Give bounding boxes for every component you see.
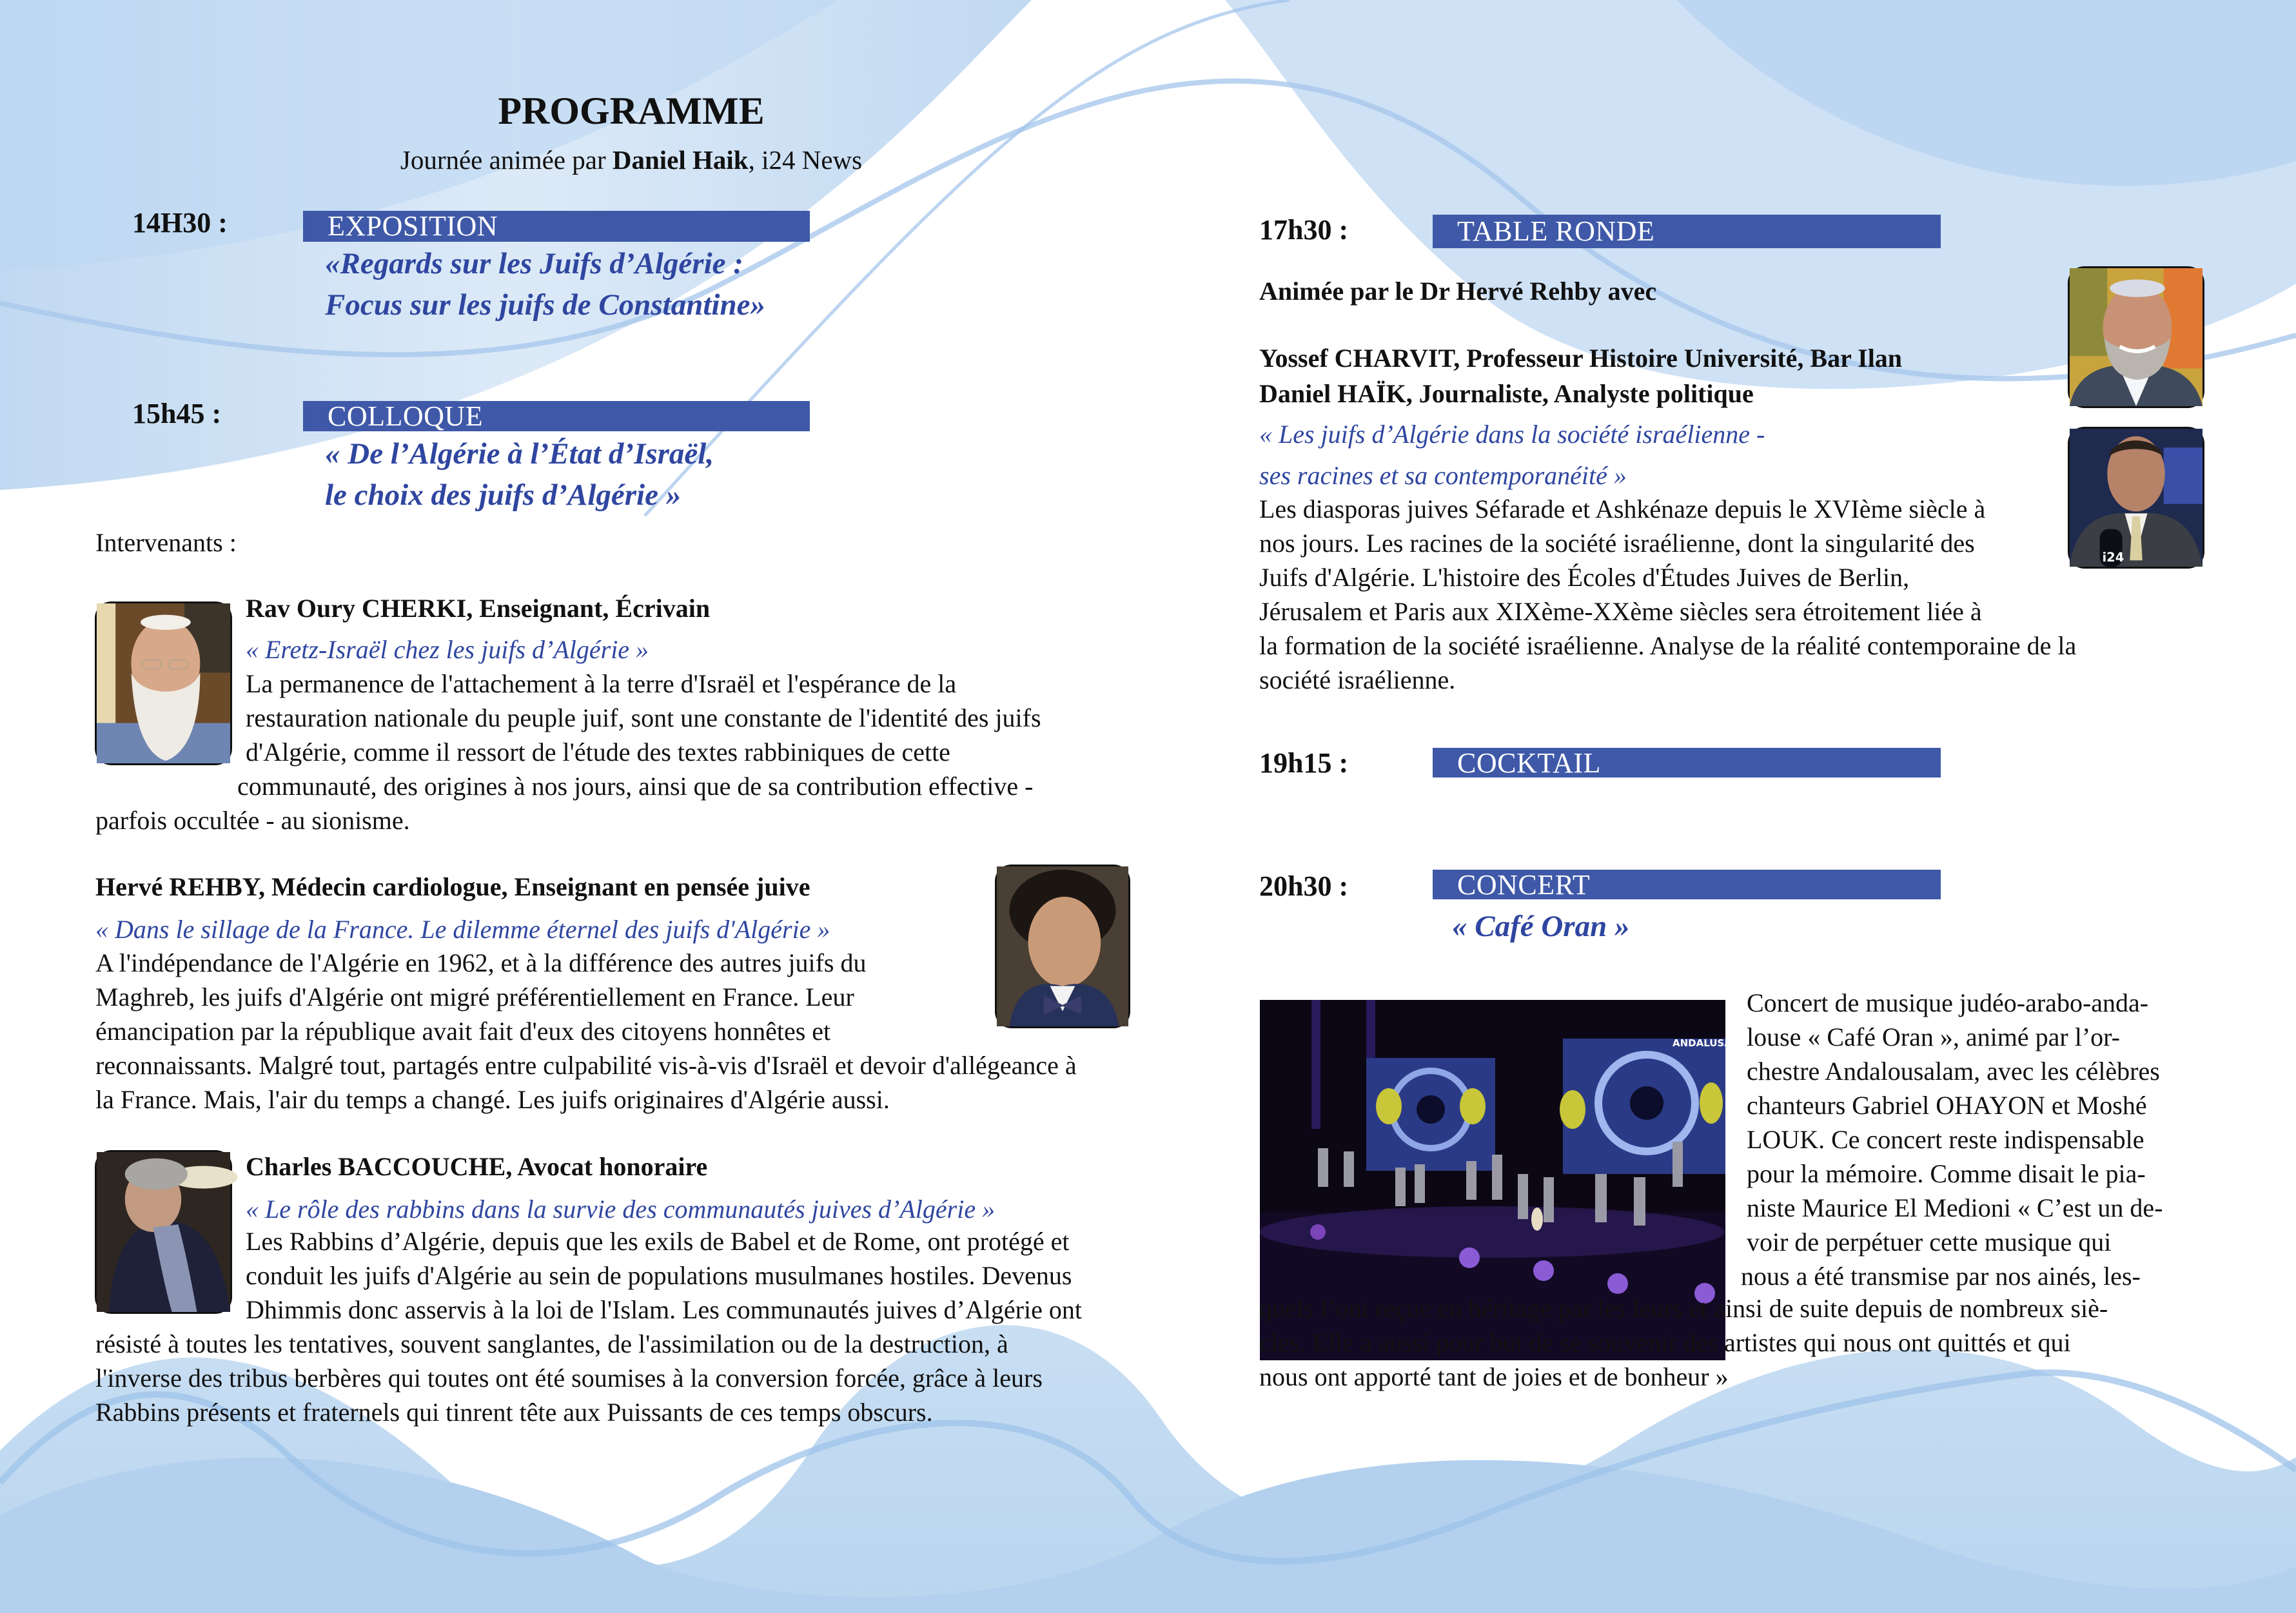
panelist-photo-haik — [2068, 427, 2204, 569]
speaker-text-line: restauration nationale du peuple juif, sont une constante de l'identité des juifs — [246, 703, 1041, 732]
concert-text-line: quels l’ont reçue en héritage par les leurs et ainsi de suite depuis de nombreux siè- — [1259, 1294, 2108, 1323]
concert-text-line: chanteurs Gabriel OHAYON et Moshé — [1747, 1091, 2147, 1120]
table-ronde-text-line: Juifs d'Algérie. L'histoire des Écoles d'Études Juives de Berlin, — [1259, 563, 1910, 592]
subtitle-prefix: Journée animée par — [400, 145, 613, 175]
banner-table-ronde — [1433, 215, 1941, 248]
speaker-text-line: Maghreb, les juifs d'Algérie ont migré préférentiellement en France. Leur — [95, 982, 854, 1012]
intervenants-label: Intervenants : — [95, 528, 237, 557]
time-exposition: 14H30 : — [132, 207, 228, 239]
concert-text-line: chestre Andalousalam, avec les célèbres — [1747, 1057, 2160, 1086]
speaker-text-line: La permanence de l'attachement à la terre d'Israël et l'espérance de la — [246, 669, 957, 698]
concert-text-line: niste Maurice El Medioni « C’est un de- — [1747, 1193, 2163, 1222]
table-ronde-text-line: Jérusalem et Paris aux XIXème-XXème siècles sera étroitement liée à — [1259, 597, 1982, 626]
speaker-text-line: la France. Mais, l'air du temps a changé. Les juifs originaires d'Algérie aussi. — [95, 1085, 890, 1114]
concert-text-line: nous a été transmise par nos ainés, les- — [1741, 1262, 2141, 1291]
page-title: PROGRAMME — [498, 90, 765, 132]
table-ronde-text-line: société israélienne. — [1259, 665, 1456, 694]
concert-text-line: louse « Café Oran », animé par l’or- — [1747, 1022, 2120, 1051]
exposition-quote-line: Focus sur les juifs de Constantine» — [325, 288, 765, 322]
concert-text-line: pour la mémoire. Comme disait le pia- — [1747, 1159, 2146, 1188]
banner-exposition-label: EXPOSITION — [328, 210, 498, 242]
time-table-ronde: 17h30 : — [1259, 214, 1349, 246]
banner-colloque — [303, 401, 810, 431]
colloque-quote-line: « De l’Algérie à l’État d’Israël, — [325, 437, 714, 471]
i24-logo: i24 — [2102, 550, 2124, 565]
banner-exposition — [303, 211, 810, 242]
panelist-name: Daniel HAÏK, Journaliste, Analyste politique — [1259, 379, 1754, 408]
table-ronde-quote-line: ses racines et sa contemporanéité » — [1259, 461, 1627, 490]
speaker-text-line: Rabbins présents et fraternels qui tinrent tête aux Puissants de ces temps obscurs. — [95, 1398, 933, 1427]
portrait-cherki-icon — [97, 603, 230, 763]
speaker-text-line: d'Algérie, comme il ressort de l'étude des textes rabbiniques de cette — [246, 738, 950, 767]
banner-cocktail — [1433, 748, 1941, 777]
speaker-text-line: émancipation par la république avait fait d'eux des citoyens honnêtes et — [95, 1017, 831, 1046]
speaker-name: Charles BACCOUCHE, Avocat honoraire — [246, 1152, 708, 1181]
portrait-rehby-icon — [997, 866, 1128, 1026]
speaker-text-line: résisté à toutes les tentatives, souvent sanglantes, de l'assimilation ou de la destruction, à — [95, 1329, 1008, 1358]
banner-table-ronde-label: TABLE RONDE — [1457, 215, 1655, 247]
subtitle-suffix: , i24 News — [748, 145, 863, 175]
concert-text-line: LOUK. Ce concert reste indispensable — [1747, 1125, 2144, 1154]
speaker-text-line: l'inverse des tribus berbères qui toutes ont été soumises à la conversion forcée, grâce à leurs — [95, 1364, 1043, 1393]
panelist-photo-charvit — [2068, 266, 2204, 408]
table-ronde-quote-line: « Les juifs d’Algérie dans la société israélienne - — [1259, 420, 1765, 449]
speaker-text-line: A l'indépendance de l'Algérie en 1962, et à la différence des autres juifs du — [95, 948, 867, 977]
speaker-photo-rehby — [995, 865, 1130, 1028]
speaker-text-line: reconnaissants. Malgré tout, partagés entre culpabilité vis-à-vis d'Israël et devoir d'allégeance à — [95, 1051, 1077, 1080]
concert-text-line: nous ont apporté tant de joies et de bonheur » — [1259, 1362, 1729, 1391]
speaker-quote: « Dans le sillage de la France. Le dilemme éternel des juifs d'Algérie » — [95, 915, 830, 944]
speaker-quote: « Eretz-Israël chez les juifs d’Algérie » — [246, 635, 649, 664]
panelist-name: Yossef CHARVIT, Professeur Histoire Université, Bar Ilan — [1259, 344, 1903, 373]
time-colloque: 15h45 : — [132, 398, 222, 429]
portrait-haik-icon — [2070, 429, 2203, 567]
subtitle-host: Daniel Haik — [612, 145, 749, 175]
time-cocktail: 19h15 : — [1259, 747, 1349, 779]
speaker-quote: « Le rôle des rabbins dans la survie des communautés juives d’Algérie » — [246, 1195, 996, 1224]
banner-concert-label: CONCERT — [1457, 869, 1591, 901]
portrait-baccouche-icon — [97, 1152, 230, 1312]
concert-text-line: voir de perpétuer cette musique qui — [1747, 1227, 2112, 1256]
speaker-name: Rav Oury CHERKI, Enseignant, Écrivain — [246, 594, 711, 623]
concert-title: « Café Oran » — [1452, 910, 1630, 943]
table-ronde-moderator: Animée par le Dr Hervé Rehby avec — [1259, 277, 1657, 306]
colloque-quote-line: le choix des juifs d’Algérie » — [325, 478, 682, 512]
speaker-text-line: parfois occultée - au sionisme. — [95, 806, 410, 835]
banner-colloque-label: COLLOQUE — [328, 400, 484, 432]
concert-text-line: Concert de musique judéo-arabo-anda- — [1747, 988, 2149, 1017]
speaker-text-line: communauté, des origines à nos jours, ainsi que de sa contribution effective - — [237, 772, 1034, 801]
speaker-photo-baccouche — [95, 1150, 232, 1314]
portrait-charvit-icon — [2070, 268, 2203, 406]
table-ronde-text-line: la formation de la société israélienne. Analyse de la réalité contemporaine de la — [1259, 631, 2077, 660]
speaker-photo-cherki — [95, 601, 232, 765]
table-ronde-text-line: nos jours. Les racines de la société israélienne, dont la singularité des — [1259, 529, 1975, 558]
concert-text-line: cles. Elle a aussi pour but de se souvenir des artistes qui nous ont quittés et qui — [1259, 1328, 2071, 1357]
andalusalam-logo: ANDALUSALAM — [1673, 1037, 1755, 1049]
speaker-text-line: Les Rabbins d’Algérie, depuis que les exils de Babel et de Rome, ont protégé et — [246, 1227, 1070, 1256]
banner-concert — [1433, 870, 1941, 899]
page-subtitle — [0, 144, 1262, 175]
speaker-text-line: Dhimmis donc asservis à la loi de l'Islam. Les communautés juives d’Algérie ont — [246, 1295, 1082, 1324]
speaker-text-line: conduit les juifs d'Algérie au sein de populations musulmanes hostiles. Devenus — [246, 1261, 1072, 1290]
table-ronde-text-line: Les diasporas juives Séfarade et Ashkénaze depuis le XVIème siècle à — [1259, 494, 1986, 523]
banner-cocktail-label: COCKTAIL — [1457, 747, 1601, 779]
speaker-name: Hervé REHBY, Médecin cardiologue, Enseignant en pensée juive — [95, 872, 810, 901]
exposition-quote-line: «Regards sur les Juifs d’Algérie : — [325, 247, 743, 280]
time-concert: 20h30 : — [1259, 870, 1349, 902]
